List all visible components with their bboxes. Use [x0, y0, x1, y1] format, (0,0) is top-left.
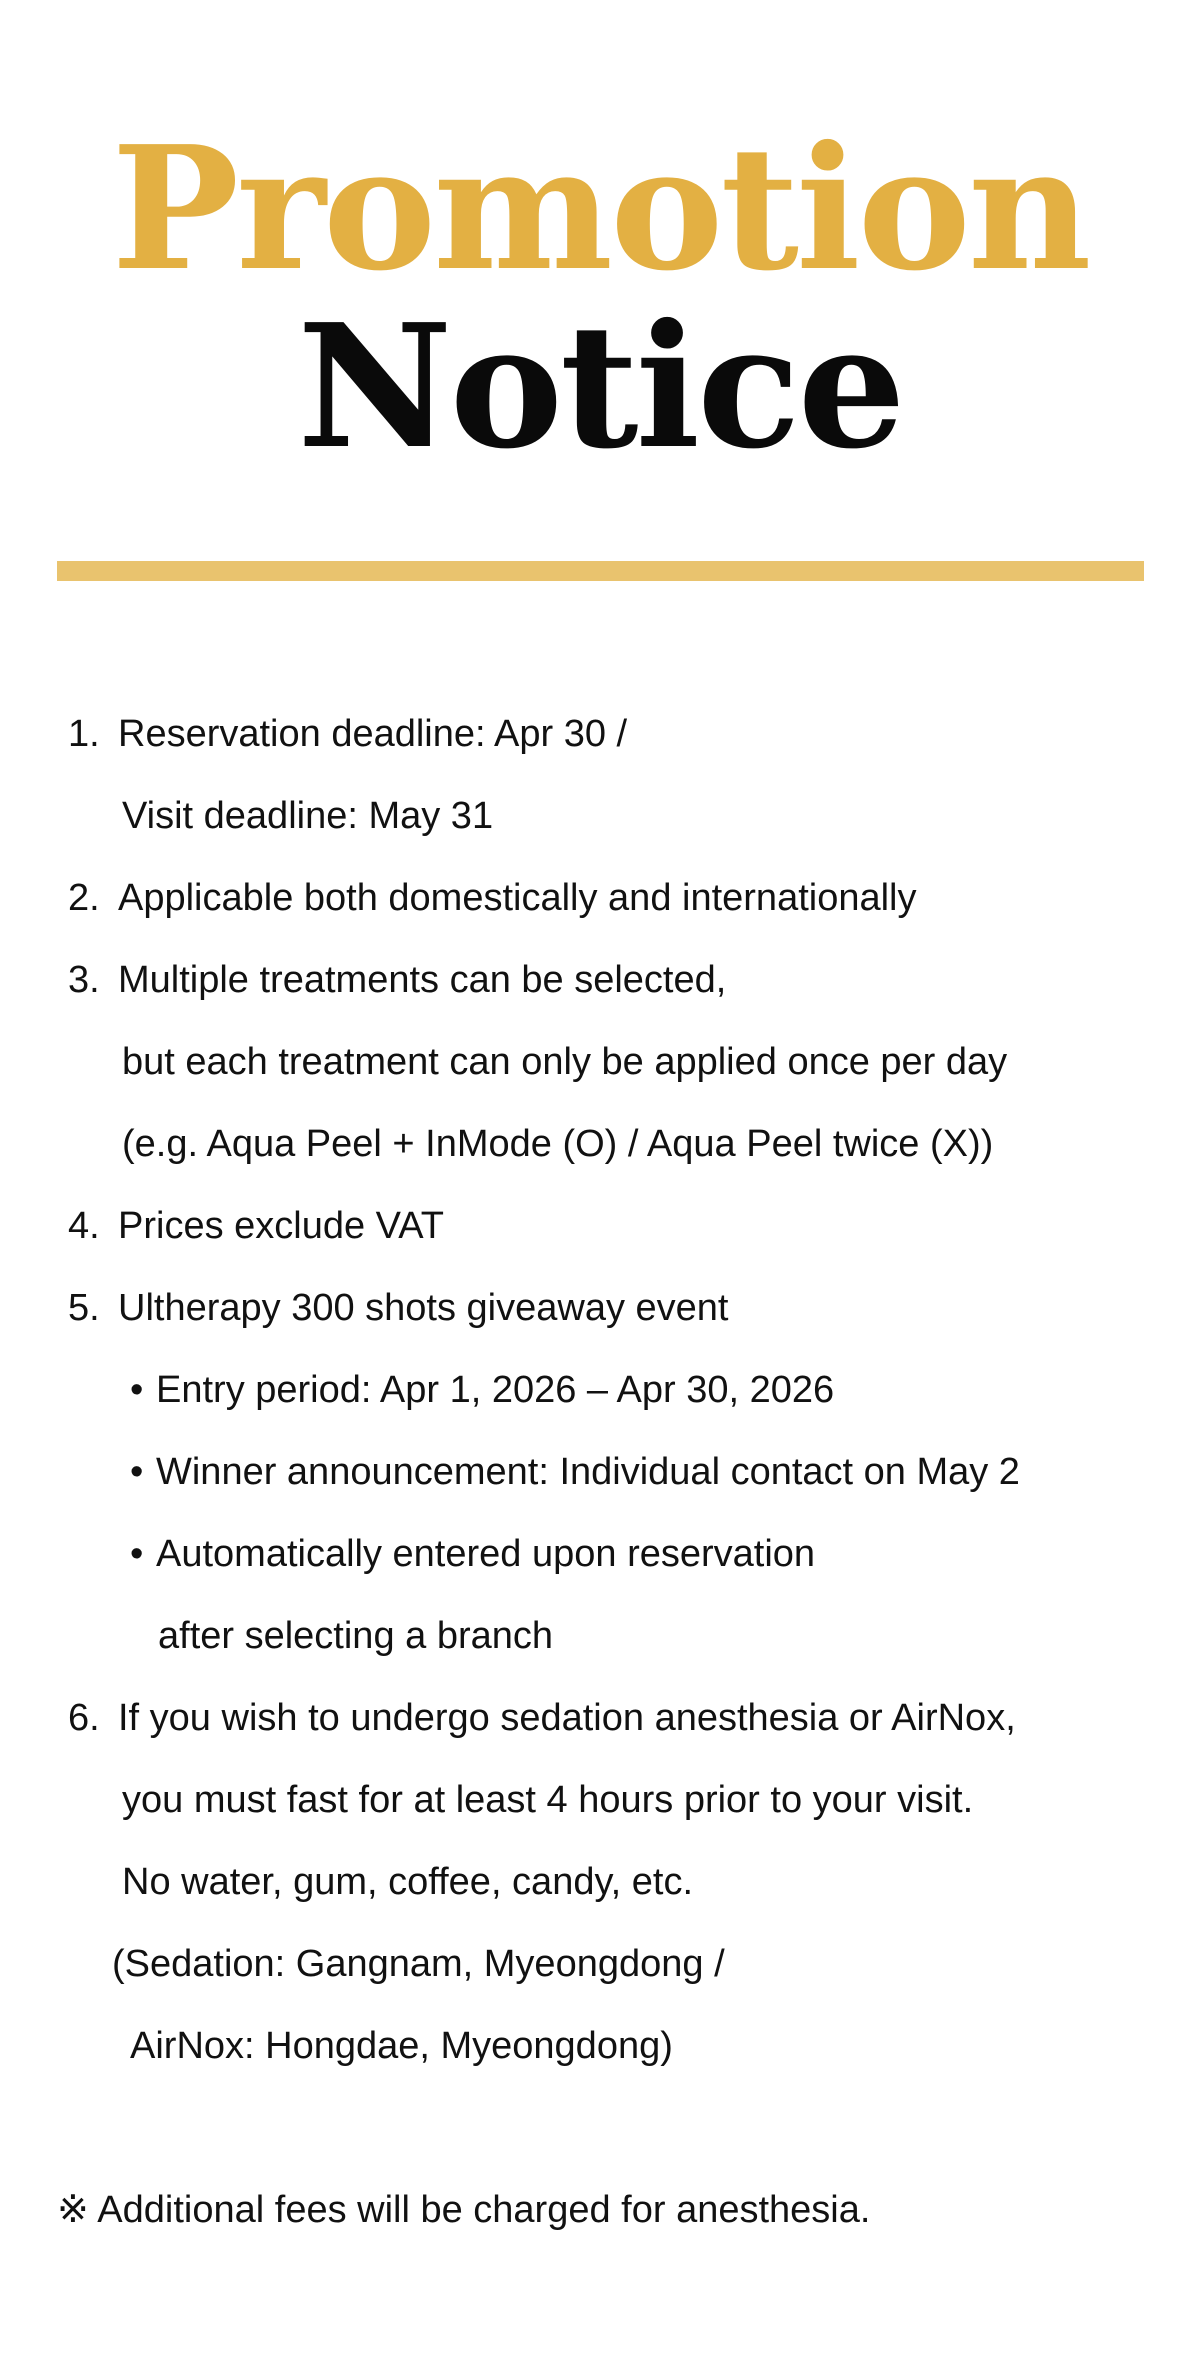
list-item-4: [68, 1185, 1178, 1267]
item-number: 2.: [68, 877, 100, 919]
title-promotion: Promotion: [111, 109, 1089, 309]
sub-bullet-auto-entry: [68, 1513, 1178, 1595]
item-text: Applicable both domestically and internationally: [118, 877, 917, 919]
item-text: Reservation deadline: Apr 30 /: [118, 713, 628, 755]
item-number: 6.: [68, 1697, 100, 1739]
bullet-icon: •: [130, 1451, 144, 1493]
bullet-text-continued: after selecting a branch: [158, 1615, 554, 1657]
bullet-text: Entry period: Apr 1, 2026 – Apr 30, 2026: [156, 1369, 835, 1411]
item-number: 1.: [68, 713, 100, 755]
item-text: Multiple treatments can be selected,: [118, 959, 727, 1001]
item-number: 4.: [68, 1205, 100, 1247]
item-text-continued: (e.g. Aqua Peel + InMode (O) / Aqua Peel twice (X)): [122, 1123, 994, 1165]
item-text-continued: No water, gum, coffee, candy, etc.: [122, 1861, 694, 1903]
item-text-continued: Visit deadline: May 31: [122, 795, 494, 837]
bullet-text: Winner announcement: Individual contact on May 2: [156, 1451, 1020, 1493]
list-item-1: [68, 693, 1178, 857]
item-text: Prices exclude VAT: [118, 1205, 444, 1247]
item-text-continued: but each treatment can only be applied once per day: [122, 1041, 1008, 1083]
title-divider: [57, 561, 1144, 581]
item-text: If you wish to undergo sedation anesthesia or AirNox,: [118, 1697, 1016, 1739]
list-item-3: [68, 939, 1178, 1185]
list-item-5: [68, 1267, 1178, 1677]
page-title: [0, 109, 1200, 487]
sub-bullet-winner-announcement: [68, 1431, 1178, 1513]
item-text-continued: (Sedation: Gangnam, Myeongdong /: [112, 1943, 725, 1985]
title-notice: Notice: [297, 287, 903, 487]
footnote: ※ Additional fees will be charged for anesthesia.: [57, 2189, 871, 2231]
sub-bullet-entry-period: [68, 1349, 1178, 1431]
item-text-continued: you must fast for at least 4 hours prior to your visit.: [122, 1779, 974, 1821]
bullet-icon: •: [130, 1369, 144, 1411]
item-text-continued: AirNox: Hongdae, Myeongdong): [130, 2025, 673, 2067]
bullet-text: Automatically entered upon reservation: [156, 1533, 816, 1575]
bullet-icon: •: [130, 1533, 144, 1575]
item-text: Ultherapy 300 shots giveaway event: [118, 1287, 729, 1329]
list-item-6: [68, 1677, 1178, 2087]
list-item-2: [68, 857, 1178, 939]
item-number: 3.: [68, 959, 100, 1001]
notice-list: [68, 693, 1178, 2087]
item-number: 5.: [68, 1287, 100, 1329]
